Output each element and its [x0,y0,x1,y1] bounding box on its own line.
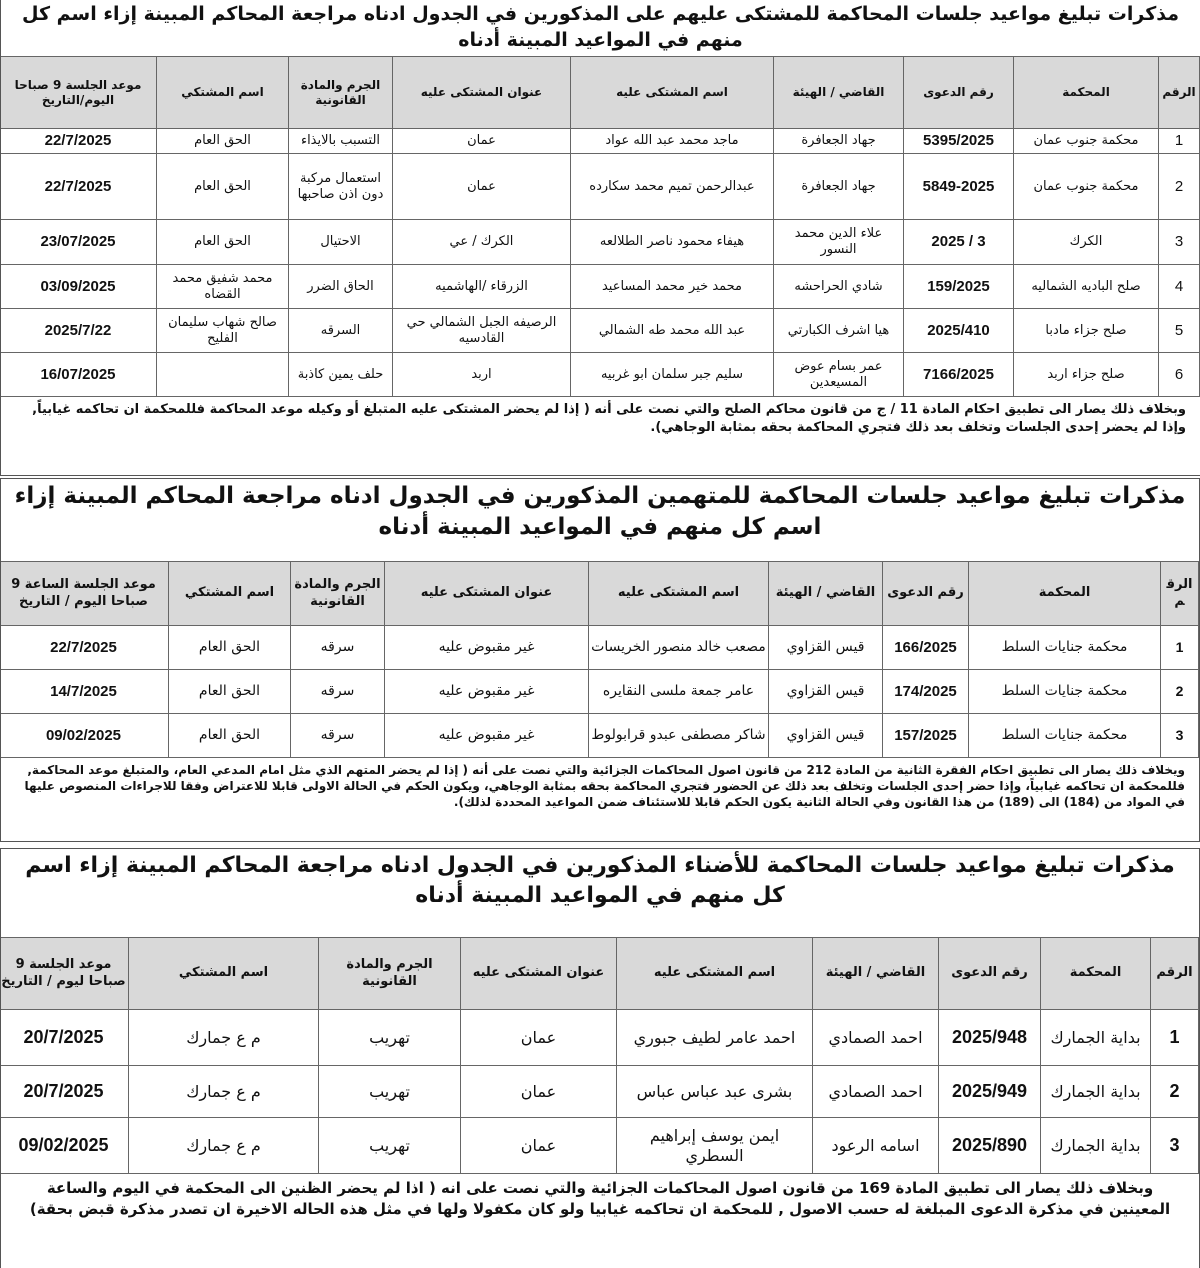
cell-offense: تهريب [319,1066,461,1118]
cell-case-number: 2025/948 [939,1010,1041,1066]
cell-offense: حلف يمين كاذبة [289,353,393,397]
cell-complainant: الحق العام [157,220,289,265]
table-row [0,154,1200,220]
cell-defendant-name: مصعب خالد منصور الخريسات [589,626,769,670]
cell-case-number: 5395/2025 [904,129,1014,154]
table-row [0,1118,1199,1174]
cell-defendant-address: عمان [393,129,571,154]
cell-hearing-date: 2025/7/22 [0,309,157,353]
header-complainant: اسم المشتكي [157,57,289,129]
legal-note: وبخلاف ذلك يصار الى تطبيق المادة 169 من قانون اصول المحاكمات الجزائية والتي نصت على انه ( اذا لم يحضر الظنين الى المحكمة في اليوم والساعة المعينين في مذكرة الدعوى المبلغة له حسب الاصول , للمحكمة ان تحاكمه غيابيا ولو كان مكفولا ولها في مثل هذه الحاله الاخيرة ان تصدر مذكرة قبض بحقة) [29,1179,1171,1218]
cell-hearing-date: 16/07/2025 [0,353,157,397]
cell-complainant: صالح شهاب سليمان الفليح [157,309,289,353]
cell-judge: احمد الصمادي [813,1066,939,1118]
cell-offense: الحاق الضرر [289,265,393,309]
cell-complainant: م ع جمارك [129,1010,319,1066]
cell-hearing-date: 22/7/2025 [0,154,157,220]
cell-judge: جهاد الجعافرة [774,154,904,220]
cell-offense: سرقه [291,626,385,670]
cell-court: بداية الجمارك [1041,1066,1151,1118]
cell-index: 1 [1161,626,1199,670]
cell-defendant-name: ماجد محمد عبد الله عواد [571,129,774,154]
cell-court: محكمة جنايات السلط [969,670,1161,714]
table-row [0,220,1200,265]
header-case-number: رقم الدعوى [883,562,969,626]
cell-defendant-address: اربد [393,353,571,397]
cell-case-number: 7166/2025 [904,353,1014,397]
cell-case-number: 2025/410 [904,309,1014,353]
cell-judge: احمد الصمادي [813,1010,939,1066]
cell-court: الكرك [1014,220,1159,265]
cell-court: صلح جزاء مادبا [1014,309,1159,353]
header-hearing-date: موعد الجلسة 9 صباحا ليوم / التاريخ [0,938,129,1010]
cell-defendant-address: الرصيفه الجبل الشمالي حي القادسيه [393,309,571,353]
legal-note: ويخلاف ذلك يصار الى تطبيق احكام الفقرة الثانية من المادة 212 من قانون اصول المحاكمات الجزائية والتي نصت على أنه ( إذا لم يحضر المتهم الذي مثل امام المدعي العام، والمتبلغ موعد المحاكمة, فللمحكمة ان تحاكمه غيابياً، وإذا حضر إحدى الجلسات وتخلف بعد ذلك عن الحضور فتجري المحاكمة بحقه بمثابة الوجاهي، ويكون الحكم في الحالة الاولى قابلا للاعتراض وفقا للاجراءات المنصوص عليها في المواد من (184) الى (189) من هذا القانون وفي الحالة الثانية يكون الحكم قابلا للاستئناف ضمن المواعيد المحددة لذلك). [24,763,1185,810]
cell-index: 6 [1159,353,1200,397]
cell-defendant-name: احمد عامر لطيف جبوري [617,1010,813,1066]
cell-offense: الاحتيال [289,220,393,265]
table-row [0,670,1199,714]
legal-note: وبخلاف ذلك يصار الى تطبيق احكام المادة 11 / ج من قانون محاكم الصلح والتي نصت على أنه ( إذا لم يحضر المشتكى عليه المتبلغ أو وكيله موعد المحاكمة فللمحكمة ان تحاكمه غيابياً, وإذا لم يحضر إحدى الجلسات وتخلف بعد ذلك فتجري المحاكمة بحقه بمثابة الوجاهي). [32,402,1186,436]
cell-defendant-address: عمان [461,1118,617,1174]
cell-court: محكمة جنايات السلط [969,626,1161,670]
header-court: المحكمة [969,562,1161,626]
header-complainant: اسم المشتكي [169,562,291,626]
table-row [0,626,1199,670]
cell-court: صلح جزاء اربد [1014,353,1159,397]
cell-defendant-address: عمان [461,1066,617,1118]
cell-defendant-name: عامر جمعة ملسى النقايره [589,670,769,714]
header-defendant-address: عنوان المشتكى عليه [393,57,571,129]
hearings-table [0,561,1199,758]
cell-hearing-date: 22/7/2025 [0,129,157,154]
cell-complainant: م ع جمارك [129,1066,319,1118]
cell-complainant: الحق العام [169,626,291,670]
cell-index: 1 [1151,1010,1199,1066]
cell-court: محكمة جنوب عمان [1014,129,1159,154]
cell-court: بداية الجمارك [1041,1010,1151,1066]
cell-index: 3 [1159,220,1200,265]
cell-hearing-date: 14/7/2025 [0,670,169,714]
cell-offense: سرقه [291,714,385,758]
cell-index: 1 [1159,129,1200,154]
hearings-table [0,56,1200,397]
cell-defendant-address: غير مقبوض عليه [385,714,589,758]
header-hearing-date: موعد الجلسة 9 صباحا اليوم/التاريخ [0,57,157,129]
section-title: مذكرات تبليغ مواعيد جلسات المحاكمة للمشتكى عليهم على المذكورين في الجدول ادناه مراجعة المحاكم المبينة إزاء اسم كل منهم في المواعيد المبينة أدناه [21,3,1180,51]
table-row [0,309,1200,353]
cell-court: محكمة جنايات السلط [969,714,1161,758]
header-defendant-address: عنوان المشتكى عليه [461,938,617,1010]
header-case-number: رقم الدعوى [939,938,1041,1010]
cell-judge: قيس القزاوي [769,714,883,758]
header-offense: الجرم والمادة القانونية [289,57,393,129]
cell-hearing-date: 22/7/2025 [0,626,169,670]
header-judge: القاضي / الهيئة [813,938,939,1010]
cell-defendant-name: عبد الله محمد طه الشمالي [571,309,774,353]
cell-offense: سرقه [291,670,385,714]
cell-defendant-name: هيفاء محمود ناصر الطلالعه [571,220,774,265]
table-row [0,265,1200,309]
cell-hearing-date: 23/07/2025 [0,220,157,265]
cell-defendant-address: الزرقاء /الهاشميه [393,265,571,309]
cell-complainant: م ع جمارك [129,1118,319,1174]
cell-defendant-address: غير مقبوض عليه [385,626,589,670]
cell-case-number: 2025/949 [939,1066,1041,1118]
cell-complainant: الحق العام [157,129,289,154]
table-header-row [0,938,1199,1010]
cell-judge: هيا اشرف الكبارتي [774,309,904,353]
table-header-row [0,562,1199,626]
cell-defendant-name: عبدالرحمن تميم محمد سكارده [571,154,774,220]
header-index: الرقم [1161,562,1199,626]
cell-offense: تهريب [319,1010,461,1066]
cell-defendant-name: بشرى عبد عباس عباس [617,1066,813,1118]
header-offense: الجرم والمادة القانونية [291,562,385,626]
cell-hearing-date: 03/09/2025 [0,265,157,309]
cell-judge: شادي الحراحشه [774,265,904,309]
notice-section-suspects [0,848,1200,1268]
cell-offense: السرقه [289,309,393,353]
table-row [0,1066,1199,1118]
cell-judge: قيس القزاوي [769,670,883,714]
cell-defendant-address: عمان [461,1010,617,1066]
cell-offense: التسبب بالايذاء [289,129,393,154]
cell-case-number: 166/2025 [883,626,969,670]
section-title: مذكرات تبليغ مواعيد جلسات المحاكمة للمتهمين المذكورين في الجدول ادناه مراجعة المحاكم المبينة إزاء اسم كل منهم في المواعيد المبينة أدناه [14,483,1186,541]
hearings-table [0,937,1199,1174]
table-row [0,714,1199,758]
cell-hearing-date: 20/7/2025 [0,1066,129,1118]
cell-complainant [157,353,289,397]
cell-case-number: 2025/890 [939,1118,1041,1174]
cell-case-number: 159/2025 [904,265,1014,309]
table-row [0,129,1200,154]
cell-complainant: محمد شفيق محمد القضاه [157,265,289,309]
cell-index: 2 [1159,154,1200,220]
cell-judge: علاء الدين محمد النسور [774,220,904,265]
section-title: مذكرات تبليغ مواعيد جلسات المحاكمة للأضناء المذكورين في الجدول ادناه مراجعة المحاكم المبينة إزاء اسم كل منهم في المواعيد المبينة أدناه [25,853,1175,908]
cell-defendant-name: شاكر مصطفى عبدو قرابولوط [589,714,769,758]
cell-offense: تهريب [319,1118,461,1174]
cell-complainant: الحق العام [169,670,291,714]
cell-defendant-address: عمان [393,154,571,220]
cell-court: صلح الباديه الشماليه [1014,265,1159,309]
cell-judge: قيس القزاوي [769,626,883,670]
header-index: الرقم [1151,938,1199,1010]
notice-section-complainees [0,0,1200,476]
cell-index: 2 [1151,1066,1199,1118]
cell-defendant-name: محمد خير محمد المساعيد [571,265,774,309]
cell-offense: استعمال مركبة دون اذن صاحبها [289,154,393,220]
cell-court: محكمة جنوب عمان [1014,154,1159,220]
cell-court: بداية الجمارك [1041,1118,1151,1174]
cell-judge: جهاد الجعافرة [774,129,904,154]
header-judge: القاضي / الهيئة [774,57,904,129]
header-offense: الجرم والمادة القانونية [319,938,461,1010]
cell-defendant-name: سليم جبر سلمان ابو غربيه [571,353,774,397]
cell-case-number: 5849-2025 [904,154,1014,220]
cell-index: 5 [1159,309,1200,353]
header-defendant-name: اسم المشتكى عليه [571,57,774,129]
header-case-number: رقم الدعوى [904,57,1014,129]
cell-index: 3 [1161,714,1199,758]
header-hearing-date: موعد الجلسة الساعة 9 صباحا اليوم / التاريخ [0,562,169,626]
cell-index: 2 [1161,670,1199,714]
cell-index: 3 [1151,1118,1199,1174]
header-complainant: اسم المشتكي [129,938,319,1010]
cell-judge: عمر بسام عوض المسيعدين [774,353,904,397]
table-row [0,1010,1199,1066]
cell-index: 4 [1159,265,1200,309]
header-court: المحكمة [1041,938,1151,1010]
cell-complainant: الحق العام [169,714,291,758]
cell-hearing-date: 20/7/2025 [0,1010,129,1066]
header-defendant-name: اسم المشتكى عليه [617,938,813,1010]
cell-hearing-date: 09/02/2025 [0,1118,129,1174]
notice-section-accused [0,478,1200,842]
header-court: المحكمة [1014,57,1159,129]
cell-hearing-date: 09/02/2025 [0,714,169,758]
cell-judge: اسامه الرعود [813,1118,939,1174]
cell-defendant-name: ايمن يوسف إبراهيم السطري [617,1118,813,1174]
cell-case-number: 174/2025 [883,670,969,714]
cell-complainant: الحق العام [157,154,289,220]
header-judge: القاضي / الهيئة [769,562,883,626]
header-index: الرقم [1159,57,1200,129]
table-row [0,353,1200,397]
cell-defendant-address: الكرك / عي [393,220,571,265]
header-defendant-address: عنوان المشتكى عليه [385,562,589,626]
cell-case-number: 157/2025 [883,714,969,758]
header-defendant-name: اسم المشتكى عليه [589,562,769,626]
cell-defendant-address: غير مقبوض عليه [385,670,589,714]
cell-case-number: 2025 / 3 [904,220,1014,265]
table-header-row [0,57,1200,129]
